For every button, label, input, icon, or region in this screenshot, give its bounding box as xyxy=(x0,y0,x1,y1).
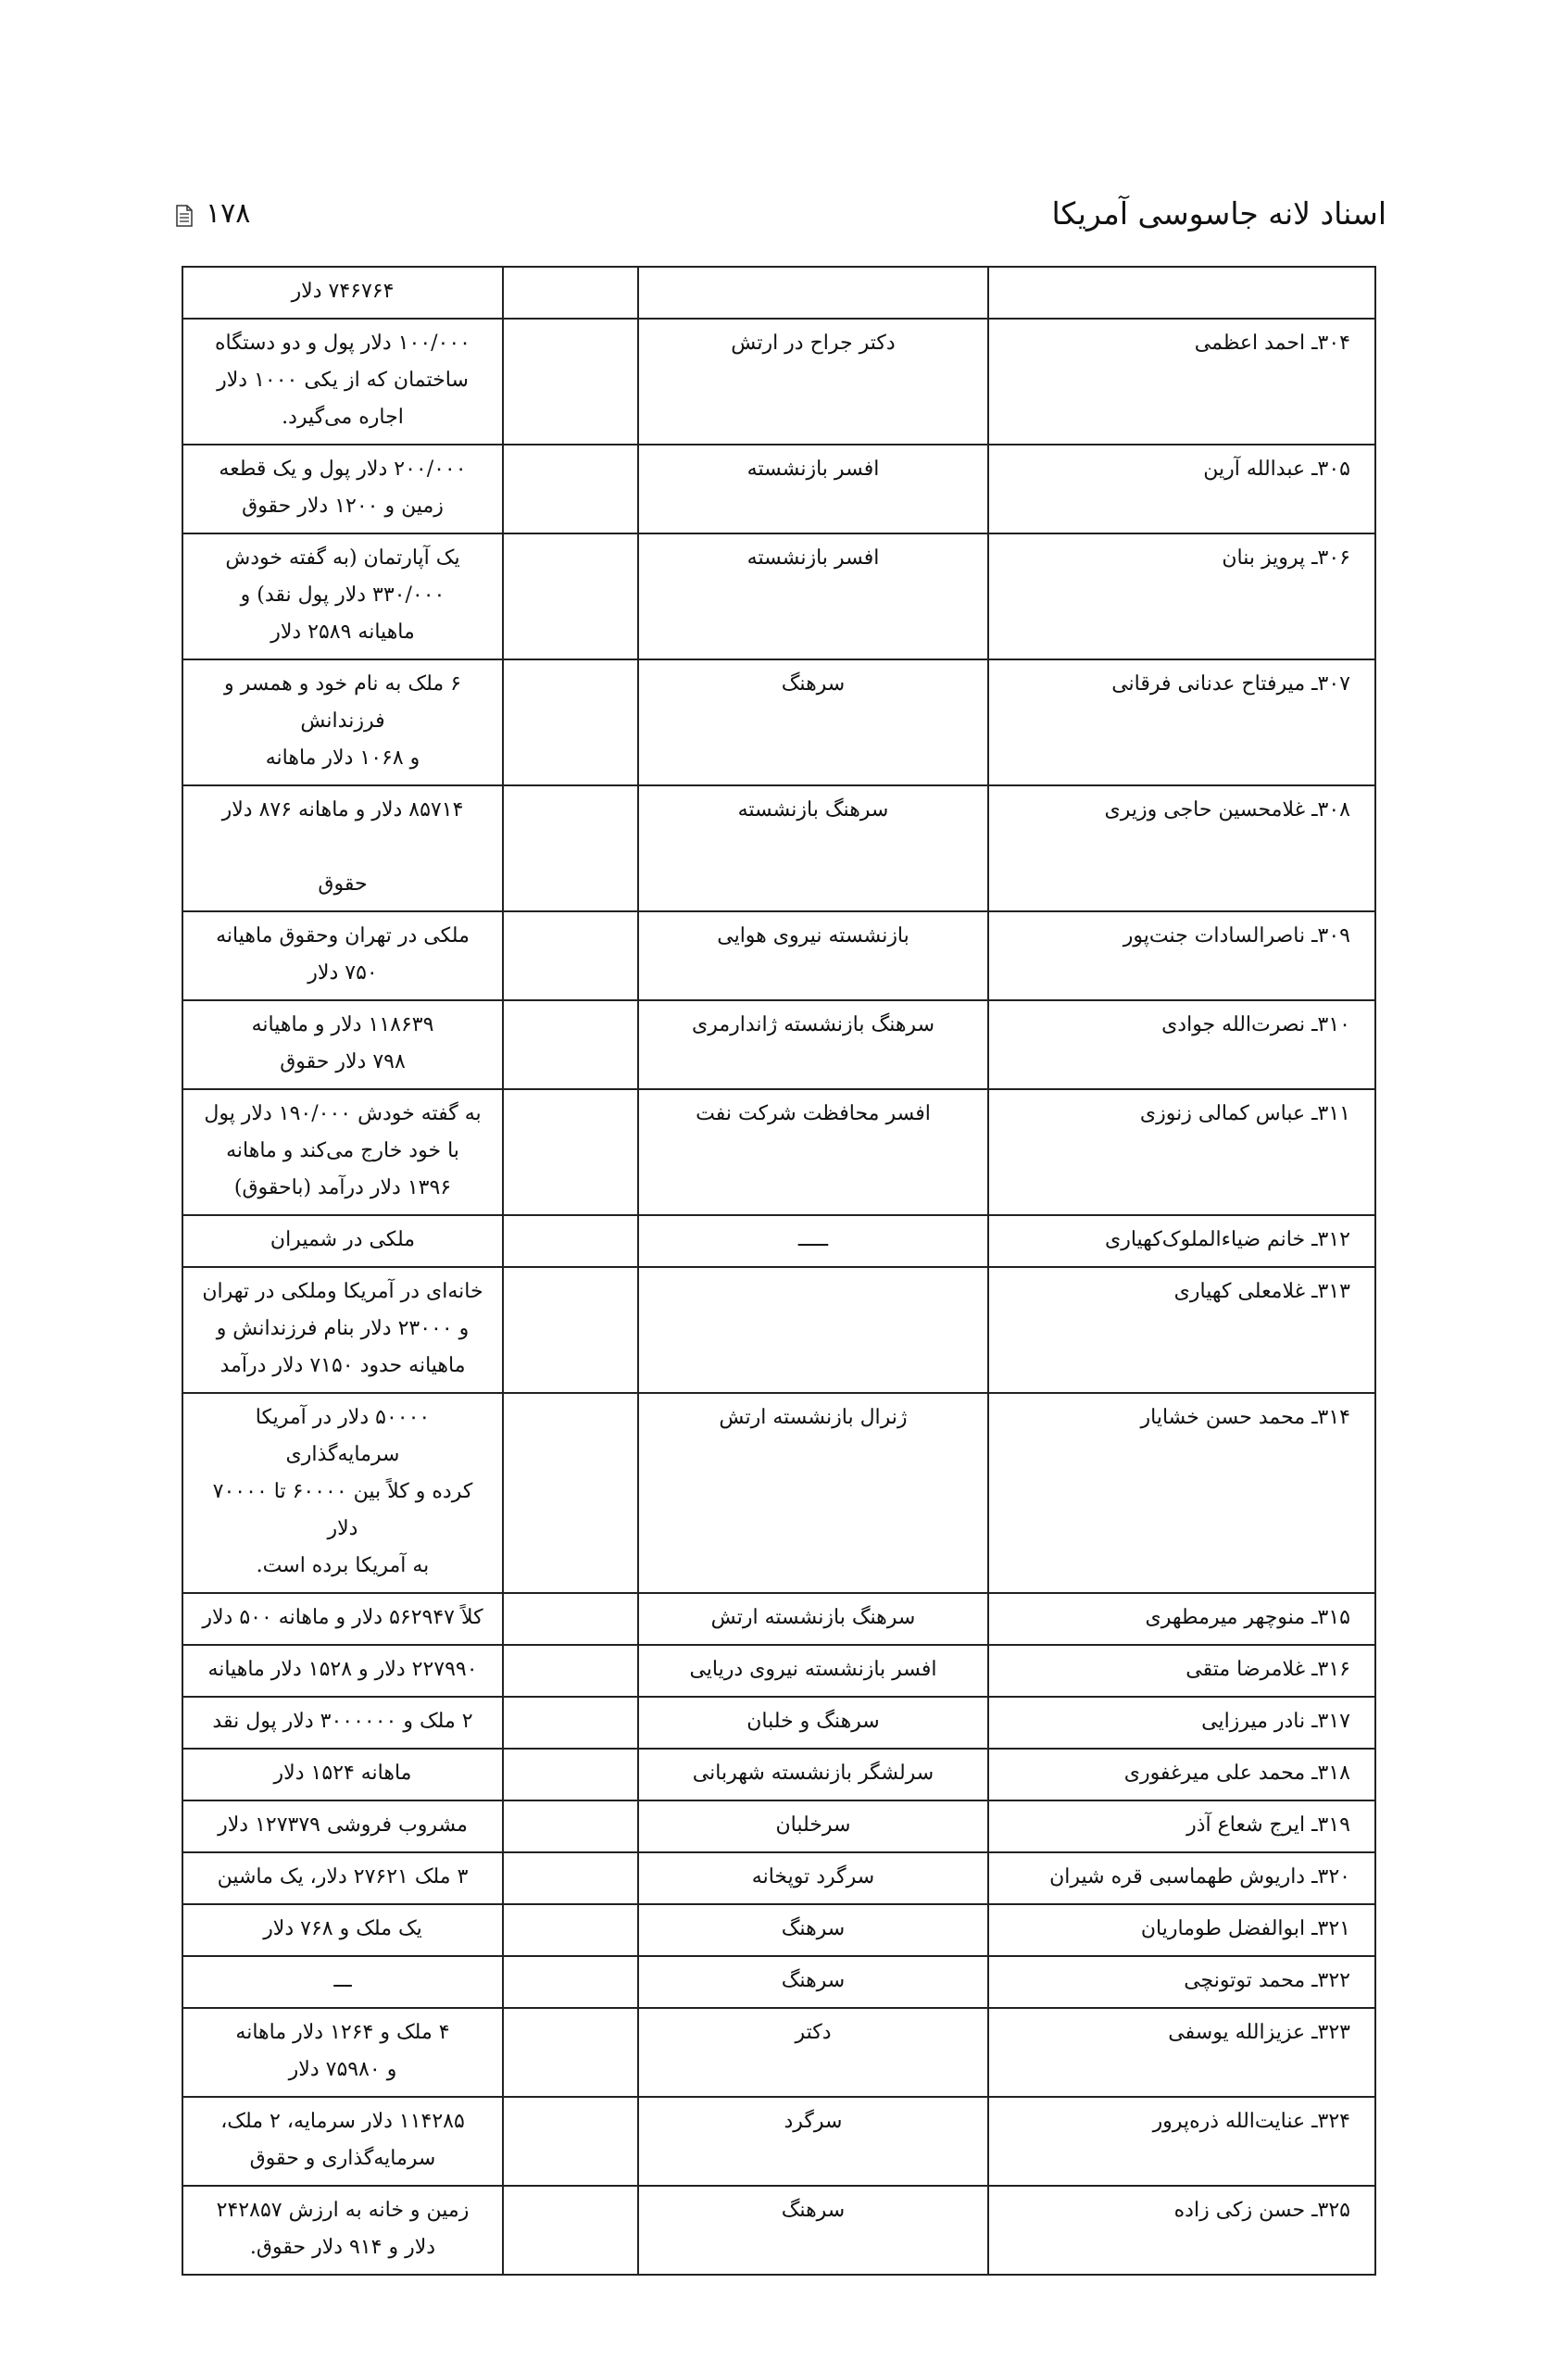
name-cell xyxy=(988,267,1375,319)
table-row xyxy=(182,319,1375,445)
name-cell: ۳۰۸ـ غلامحسین حاجی وزیری xyxy=(988,785,1375,911)
job-cell: ـــــ xyxy=(638,1215,988,1267)
name-cell: ۳۰۹ـ ناصرالسادات جنت‌پور xyxy=(988,911,1375,1000)
table-row xyxy=(182,1393,1375,1593)
name-cell: ۳۱۶ـ غلامرضا متقی xyxy=(988,1645,1375,1697)
table-row xyxy=(182,1267,1375,1393)
table-row xyxy=(182,785,1375,911)
blank-cell xyxy=(503,319,638,445)
wealth-cell: ۴ ملک و ۱۲۶۴ دلار ماهانه و ۷۵۹۸۰ دلار xyxy=(182,2008,503,2097)
wealth-cell: یک ملک و ۷۶۸ دلار xyxy=(182,1904,503,1956)
job-cell: افسر محافظت شرکت نفت xyxy=(638,1089,988,1215)
table-row xyxy=(182,1749,1375,1800)
wealth-cell: مشروب فروشی ۱۲۷۳۷۹ دلار xyxy=(182,1800,503,1852)
name-cell: ۳۲۳ـ عزیزالله یوسفی xyxy=(988,2008,1375,2097)
name-cell: ۳۱۱ـ عباس کمالی زنوزی xyxy=(988,1089,1375,1215)
table-row xyxy=(182,1645,1375,1697)
wealth-cell: ۲۰۰/۰۰۰ دلار پول و یک قطعه زمین و ۱۲۰۰ دلار حقوق xyxy=(182,445,503,533)
table-row xyxy=(182,659,1375,785)
name-cell: ۳۰۵ـ عبدالله آرین xyxy=(988,445,1375,533)
blank-cell xyxy=(503,785,638,911)
blank-cell xyxy=(503,659,638,785)
table-row xyxy=(182,533,1375,659)
wealth-cell: ـــ xyxy=(182,1956,503,2008)
blank-cell xyxy=(503,1593,638,1645)
wealth-cell: زمین و خانه به ارزش ۲۴۲۸۵۷ دلار و ۹۱۴ دلار حقوق. xyxy=(182,2186,503,2275)
table-row xyxy=(182,1215,1375,1267)
name-cell: ۳۱۵ـ منوچهر میرمطهری xyxy=(988,1593,1375,1645)
job-cell: دکتر xyxy=(638,2008,988,2097)
job-cell: سرهنگ و خلبان xyxy=(638,1697,988,1749)
name-cell: ۳۱۷ـ نادر میرزایی xyxy=(988,1697,1375,1749)
name-cell: ۳۱۰ـ نصرت‌الله جوادی xyxy=(988,1000,1375,1089)
job-cell: سرهنگ xyxy=(638,1956,988,2008)
blank-cell xyxy=(503,267,638,319)
name-cell: ۳۱۳ـ غلامعلی کهیاری xyxy=(988,1267,1375,1393)
blank-cell xyxy=(503,533,638,659)
table-row xyxy=(182,1904,1375,1956)
job-cell: افسر بازنشسته xyxy=(638,445,988,533)
name-cell: ۳۰۷ـ میرفتاح عدنانی فرقانی xyxy=(988,659,1375,785)
blank-cell xyxy=(503,911,638,1000)
wealth-cell: یک آپارتمان (به گفته خودش ۳۳۰/۰۰۰ دلار پول نقد) و ماهیانه ۲۵۸۹ دلار xyxy=(182,533,503,659)
book-title: اسناد لانه جاسوسی آمریکا xyxy=(1051,194,1386,232)
wealth-cell: ۱۱۴۲۸۵ دلار سرمایه، ۲ ملک، سرمایه‌گذاری و حقوق xyxy=(182,2097,503,2186)
wealth-cell: ۲ ملک و ۳۰۰۰۰۰۰ دلار پول نقد xyxy=(182,1697,503,1749)
wealth-cell: ۸۵۷۱۴ دلار و ماهانه ۸۷۶ دلار حقوق xyxy=(182,785,503,911)
blank-cell xyxy=(503,1800,638,1852)
job-cell: سرهنگ xyxy=(638,659,988,785)
assets-table xyxy=(182,266,1376,2276)
table-row xyxy=(182,2186,1375,2275)
job-cell xyxy=(638,267,988,319)
name-cell: ۳۲۵ـ حسن زکی زاده xyxy=(988,2186,1375,2275)
blank-cell xyxy=(503,1904,638,1956)
job-cell: سرهنگ xyxy=(638,2186,988,2275)
job-cell: افسر بازنشسته xyxy=(638,533,988,659)
name-cell: ۳۰۶ـ پرویز بنان xyxy=(988,533,1375,659)
table-row xyxy=(182,2097,1375,2186)
table-row xyxy=(182,1800,1375,1852)
wealth-cell: به گفته خودش ۱۹۰/۰۰۰ دلار پول با خود خارج می‌کند و ماهانه ۱۳۹۶ دلار درآمد (باحقوق) xyxy=(182,1089,503,1215)
wealth-cell: ۵۰۰۰۰ دلار در آمریکا سرمایه‌گذاری کرده و کلاً بین ۶۰۰۰۰ تا ۷۰۰۰۰ دلار به آمریکا برده است. xyxy=(182,1393,503,1593)
job-cell: بازنشسته نیروی هوایی xyxy=(638,911,988,1000)
blank-cell xyxy=(503,2008,638,2097)
job-cell: افسر بازنشسته نیروی دریایی xyxy=(638,1645,988,1697)
job-cell xyxy=(638,1267,988,1393)
job-cell: سرگرد توپخانه xyxy=(638,1852,988,1904)
wealth-cell: ۱۱۸۶۳۹ دلار و ماهیانه ۷۹۸ دلار حقوق xyxy=(182,1000,503,1089)
job-cell: سرهنگ بازنشسته xyxy=(638,785,988,911)
name-cell: ۳۲۴ـ عنایت‌الله ذره‌پرور xyxy=(988,2097,1375,2186)
name-cell: ۳۱۹ـ ایرج شعاع آذر xyxy=(988,1800,1375,1852)
table-row xyxy=(182,1593,1375,1645)
table-row xyxy=(182,1089,1375,1215)
blank-cell xyxy=(503,1749,638,1800)
blank-cell xyxy=(503,1089,638,1215)
table-row xyxy=(182,267,1375,319)
wealth-cell: ۶ ملک به نام خود و همسر و فرزندانش و ۱۰۶۸ دلار ماهانه xyxy=(182,659,503,785)
job-cell: دکتر جراح در ارتش xyxy=(638,319,988,445)
blank-cell xyxy=(503,2097,638,2186)
name-cell: ۳۲۱ـ ابوالفضل طوماریان xyxy=(988,1904,1375,1956)
table-row xyxy=(182,1697,1375,1749)
job-cell: ژنرال بازنشسته ارتش xyxy=(638,1393,988,1593)
blank-cell xyxy=(503,1956,638,2008)
table-row xyxy=(182,445,1375,533)
blank-cell xyxy=(503,1393,638,1593)
document-icon xyxy=(176,202,193,224)
job-cell: سرلشگر بازنشسته شهربانی xyxy=(638,1749,988,1800)
page-number: ۱۷۸ xyxy=(206,196,251,230)
wealth-cell: ۱۰۰/۰۰۰ دلار پول و دو دستگاه ساختمان که از یکی ۱۰۰۰ دلار اجاره می‌گیرد. xyxy=(182,319,503,445)
name-cell: ۳۱۸ـ محمد علی میرغفوری xyxy=(988,1749,1375,1800)
table-row xyxy=(182,911,1375,1000)
blank-cell xyxy=(503,1852,638,1904)
wealth-cell: ملکی در تهران وحقوق ماهیانه ۷۵۰ دلار xyxy=(182,911,503,1000)
wealth-cell: ۳ ملک ۲۷۶۲۱ دلار، یک ماشین xyxy=(182,1852,503,1904)
name-cell: ۳۲۰ـ داریوش طهماسبی قره شیران xyxy=(988,1852,1375,1904)
wealth-cell: خانه‌ای در آمریکا وملکی در تهران و ۲۳۰۰۰ دلار بنام فرزندانش و ماهیانه حدود ۷۱۵۰ دلار درآمد xyxy=(182,1267,503,1393)
blank-cell xyxy=(503,1697,638,1749)
wealth-cell: کلاً ۵۶۲۹۴۷ دلار و ماهانه ۵۰۰ دلار xyxy=(182,1593,503,1645)
blank-cell xyxy=(503,1215,638,1267)
page-header xyxy=(176,190,1386,236)
wealth-cell: ۷۴۶۷۶۴ دلار xyxy=(182,267,503,319)
job-cell: سرهنگ xyxy=(638,1904,988,1956)
blank-cell xyxy=(503,1267,638,1393)
name-cell: ۳۱۲ـ خانم ضیاءالملوک‌کهیاری xyxy=(988,1215,1375,1267)
table-row xyxy=(182,1852,1375,1904)
wealth-cell: ۲۲۷۹۹۰ دلار و ۱۵۲۸ دلار ماهیانه xyxy=(182,1645,503,1697)
wealth-cell: ماهانه ۱۵۲۴ دلار xyxy=(182,1749,503,1800)
job-cell: سرخلبان xyxy=(638,1800,988,1852)
name-cell: ۳۰۴ـ احمد اعظمی xyxy=(988,319,1375,445)
name-cell: ۳۱۴ـ محمد حسن خشایار xyxy=(988,1393,1375,1593)
page-number-group xyxy=(176,197,250,230)
blank-cell xyxy=(503,1645,638,1697)
table-row xyxy=(182,1000,1375,1089)
blank-cell xyxy=(503,1000,638,1089)
table-row xyxy=(182,2008,1375,2097)
table-row xyxy=(182,1956,1375,2008)
blank-cell xyxy=(503,445,638,533)
job-cell: سرگرد xyxy=(638,2097,988,2186)
blank-cell xyxy=(503,2186,638,2275)
name-cell: ۳۲۲ـ محمد توتونچی xyxy=(988,1956,1375,2008)
job-cell: سرهنگ بازنشسته ارتش xyxy=(638,1593,988,1645)
job-cell: سرهنگ بازنشسته ژاندارمری xyxy=(638,1000,988,1089)
wealth-cell: ملکی در شمیران xyxy=(182,1215,503,1267)
